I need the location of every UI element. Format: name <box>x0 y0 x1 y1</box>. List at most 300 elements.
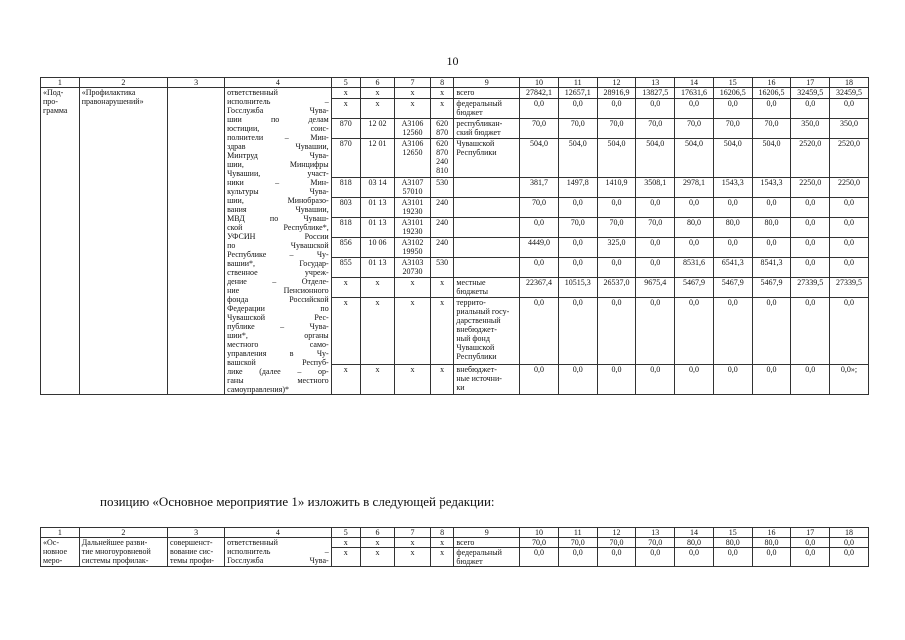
amount-cell: 70,0 <box>675 118 714 138</box>
amount-cell: 0,0 <box>636 548 675 567</box>
amount-cell: 0,0 <box>791 365 830 395</box>
cell-line: 240 <box>436 217 449 227</box>
section-cell: 10 06 <box>360 237 394 257</box>
amount-cell: 0,0 <box>713 365 752 395</box>
header-cell: 5 <box>331 78 360 88</box>
cell-line: Республике – Чу- <box>227 250 329 259</box>
budget-table-subprogram <box>40 77 869 395</box>
cell-line: шии, Минобразо- <box>227 196 329 205</box>
program-type-cell <box>41 88 80 395</box>
cell-line: внебюджет- <box>456 324 497 334</box>
amount-cell: 0,0 <box>752 297 791 365</box>
amount-cell: 0,0 <box>597 365 636 395</box>
amount-cell: 0,0 <box>830 197 869 217</box>
table-row <box>41 538 869 548</box>
amount-cell: 0,0 <box>636 297 675 365</box>
header-cell: 12 <box>597 528 636 538</box>
header-cell: 7 <box>395 528 431 538</box>
cell-line: 240 <box>436 197 449 207</box>
code-cell: x <box>395 538 431 548</box>
amount-cell: 70,0 <box>520 197 559 217</box>
amount-cell: 0,0 <box>791 297 830 365</box>
section-cell: x <box>360 365 394 395</box>
amount-cell: 0,0 <box>830 297 869 365</box>
cell-line: меро- <box>43 556 63 565</box>
expense-type-cell <box>430 277 454 297</box>
cell-line: бюджет <box>456 557 483 566</box>
amount-cell: 70,0 <box>558 538 597 548</box>
gr-bs-cell: x <box>331 98 360 118</box>
cell-line: Чувашской <box>456 342 495 352</box>
header-row <box>41 528 869 538</box>
expense-type-cell <box>430 197 454 217</box>
amount-cell: 0,0 <box>791 98 830 118</box>
section-cell: x <box>360 297 394 365</box>
target-article-cell <box>395 197 431 217</box>
funding-source-cell <box>454 197 520 217</box>
cell-line: публике – Чува- <box>227 322 329 331</box>
header-cell: 7 <box>395 78 431 88</box>
gr-bs-cell: 803 <box>331 197 360 217</box>
code-cell: x <box>331 548 360 567</box>
cell-line: юстиции, соис- <box>227 124 329 133</box>
cell-line: «Профилактика <box>81 88 136 97</box>
cell-line: Минтруд Чува- <box>227 151 329 160</box>
amount-cell: 70,0 <box>520 118 559 138</box>
cell-line: управления в Чу- <box>227 349 329 358</box>
amount-cell: 0,0 <box>752 197 791 217</box>
section-cell: x <box>360 98 394 118</box>
header-cell: 15 <box>713 528 752 538</box>
executors-cell <box>225 538 332 567</box>
amount-cell: 17631,6 <box>675 88 714 99</box>
cell-line: Чувашской Рес- <box>227 313 329 322</box>
amount-cell: 0,0 <box>791 197 830 217</box>
cell-line: A3101 <box>401 197 424 207</box>
amount-cell: 0,0 <box>791 257 830 277</box>
header-cell: 16 <box>752 78 791 88</box>
header-cell: 8 <box>430 78 454 88</box>
amount-cell: 0,0 <box>713 548 752 567</box>
amount-cell: 0,0 <box>830 98 869 118</box>
code-cell: x <box>331 538 360 548</box>
cell-line: x <box>410 88 415 97</box>
cell-line: Федерации по <box>227 304 329 313</box>
amount-cell: 1410,9 <box>597 177 636 197</box>
cell-line: про- <box>43 97 58 106</box>
amount-cell: 80,0 <box>752 538 791 548</box>
expense-type-cell <box>430 98 454 118</box>
target-article-cell <box>395 217 431 237</box>
code-cell: x <box>360 538 394 548</box>
amount-cell: 4449,0 <box>520 237 559 257</box>
amount-cell: 22367,4 <box>520 277 559 297</box>
amount-cell: 0,0 <box>558 257 597 277</box>
cell-line: A3102 <box>401 237 424 247</box>
amount-cell: 0,0 <box>636 197 675 217</box>
code-cell: x <box>430 538 454 548</box>
amount-cell: 32459,5 <box>830 88 869 99</box>
cell-line: дарственный <box>456 315 501 325</box>
amount-cell: 5467,9 <box>675 277 714 297</box>
amount-cell: 16206,5 <box>713 88 752 99</box>
section-cell: x <box>360 88 394 99</box>
budget-table-main-measure <box>40 527 869 567</box>
cell-line: A3106 <box>401 138 424 148</box>
cell-line: федеральный <box>456 548 502 557</box>
amount-cell: 0,0 <box>675 197 714 217</box>
cell-line: 530 <box>436 257 449 267</box>
cell-line: 20730 <box>402 266 423 276</box>
gr-bs-cell: 870 <box>331 138 360 177</box>
expense-type-cell <box>430 257 454 277</box>
amount-cell: 70,0 <box>597 118 636 138</box>
cell-line: всего <box>456 538 475 547</box>
funding-source-cell <box>454 88 520 99</box>
cell-line: Республики <box>456 147 497 157</box>
amount-cell: 0,0 <box>636 98 675 118</box>
funding-source-cell <box>454 118 520 138</box>
header-cell: 13 <box>636 78 675 88</box>
cell-line: ние Пенсионного <box>227 286 329 295</box>
amount-cell: 0,0 <box>520 257 559 277</box>
amount-cell: 0,0 <box>597 297 636 365</box>
gr-bs-cell: x <box>331 277 360 297</box>
expense-type-cell <box>430 177 454 197</box>
cell-line: ганы местного <box>227 376 329 385</box>
section-cell: 12 01 <box>360 138 394 177</box>
amount-cell: 0,0 <box>791 548 830 567</box>
header-cell: 18 <box>830 78 869 88</box>
program-name-cell <box>79 88 167 395</box>
cell-line: x <box>440 365 445 375</box>
cell-line: ской Республике*, <box>227 223 329 232</box>
header-cell: 1 <box>41 528 80 538</box>
header-cell: 4 <box>225 528 332 538</box>
instruction-text: позицию «Основное мероприятие 1» изложить в следующей редакции: <box>100 494 495 509</box>
funding-source-cell <box>454 257 520 277</box>
cell-line: 620 <box>436 118 449 128</box>
expense-type-cell <box>430 217 454 237</box>
target-article-cell <box>395 88 431 99</box>
amount-cell: 27339,5 <box>791 277 830 297</box>
amount-cell: 0,0 <box>752 98 791 118</box>
cell-line: Госслужба Чува- <box>227 106 329 115</box>
cell-line: бюджет <box>456 107 483 117</box>
amount-cell: 16206,5 <box>752 88 791 99</box>
cell-line: 19950 <box>402 246 423 256</box>
cell-line: правонарушений» <box>81 97 144 106</box>
header-cell: 17 <box>791 528 830 538</box>
measure-goal-cell <box>168 538 225 567</box>
amount-cell: 2250,0 <box>791 177 830 197</box>
cell-line: исполнитель – <box>227 547 329 556</box>
funding-source-cell <box>454 217 520 237</box>
header-row <box>41 78 869 88</box>
header-cell: 15 <box>713 78 752 88</box>
cell-line: вания Чувашии, <box>227 205 329 214</box>
cell-line: A3103 <box>401 257 424 267</box>
cell-line: 12560 <box>402 127 423 137</box>
cell-line: 810 <box>436 165 449 175</box>
cell-line: ники – Мин- <box>227 178 329 187</box>
target-article-cell <box>395 277 431 297</box>
gr-bs-cell: x <box>331 365 360 395</box>
amount-cell: 6541,3 <box>713 257 752 277</box>
amount-cell: 13827,5 <box>636 88 675 99</box>
header-cell: 16 <box>752 528 791 538</box>
target-article-cell <box>395 257 431 277</box>
section-cell: 12 02 <box>360 118 394 138</box>
cell-line: 12650 <box>402 147 423 157</box>
target-article-cell <box>395 118 431 138</box>
amount-cell: 0,0 <box>520 548 559 567</box>
amount-cell: 12657,1 <box>558 88 597 99</box>
cell-line: ственное учреж- <box>227 268 329 277</box>
amount-cell: 2250,0 <box>830 177 869 197</box>
gr-bs-cell: 818 <box>331 177 360 197</box>
cell-line: всего <box>456 88 475 97</box>
amount-cell: 0,0 <box>675 297 714 365</box>
amount-cell: 0,0 <box>830 548 869 567</box>
section-cell: 01 13 <box>360 217 394 237</box>
amount-cell: 80,0 <box>752 217 791 237</box>
amount-cell: 26537,0 <box>597 277 636 297</box>
amount-cell: 504,0 <box>558 138 597 177</box>
funding-source-cell <box>454 138 520 177</box>
cell-line: «Ос- <box>43 538 59 547</box>
header-cell: 9 <box>454 528 520 538</box>
header-cell: 11 <box>558 78 597 88</box>
amount-cell: 1543,3 <box>752 177 791 197</box>
target-article-cell <box>395 138 431 177</box>
section-cell: 01 13 <box>360 257 394 277</box>
expense-type-cell <box>430 297 454 365</box>
amount-cell: 0,0 <box>558 365 597 395</box>
amount-cell: 0,0 <box>558 197 597 217</box>
gr-bs-cell: 870 <box>331 118 360 138</box>
amount-cell: 0,0 <box>520 365 559 395</box>
amount-cell: 381,7 <box>520 177 559 197</box>
gr-bs-cell: 855 <box>331 257 360 277</box>
amount-cell: 504,0 <box>520 138 559 177</box>
header-cell: 6 <box>360 78 394 88</box>
amount-cell: 10515,3 <box>558 277 597 297</box>
amount-cell: 0,0 <box>675 98 714 118</box>
cell-line: ные источни- <box>456 374 502 384</box>
funding-source-cell <box>454 365 520 395</box>
amount-cell: 70,0 <box>558 217 597 237</box>
cell-line: 57010 <box>402 186 423 196</box>
amount-cell: 0,0 <box>597 548 636 567</box>
cell-line: культуры Чува- <box>227 187 329 196</box>
amount-cell: 1543,3 <box>713 177 752 197</box>
amount-cell: 0,0 <box>791 217 830 237</box>
amount-cell: 70,0 <box>752 118 791 138</box>
cell-line: 620 <box>436 138 449 148</box>
cell-line: x <box>440 297 445 307</box>
cell-line: вование сис- <box>170 547 214 556</box>
cell-line: ный фонд <box>456 333 490 343</box>
amount-cell: 504,0 <box>636 138 675 177</box>
cell-line: A3107 <box>401 177 424 187</box>
amount-cell: 0,0 <box>675 237 714 257</box>
cell-line: МВД по Чуваш- <box>227 214 329 223</box>
amount-cell: 5467,9 <box>713 277 752 297</box>
amount-cell: 0,0 <box>713 297 752 365</box>
cell-line: x <box>440 277 445 287</box>
section-cell: 01 13 <box>360 197 394 217</box>
amount-cell: 70,0 <box>636 217 675 237</box>
cell-line: 870 <box>436 127 449 137</box>
amount-cell: 0,0 <box>675 548 714 567</box>
cell-line: исполнитель – <box>227 97 329 106</box>
amount-cell: 0,0 <box>597 197 636 217</box>
gr-bs-cell: x <box>331 297 360 365</box>
funding-source-cell <box>454 538 520 548</box>
cell-line: республикан- <box>456 118 503 128</box>
cell-line: местные <box>456 277 486 287</box>
cell-line: Чувашии, участ- <box>227 169 329 178</box>
gr-bs-cell: x <box>331 88 360 99</box>
cell-line: лике (далее – ор- <box>227 367 329 376</box>
amount-cell: 80,0 <box>675 217 714 237</box>
funding-source-cell <box>454 548 520 567</box>
cell-line: темы профи- <box>170 556 214 565</box>
amount-cell: 8531,6 <box>675 257 714 277</box>
measure-type-cell <box>41 538 80 567</box>
amount-cell: 0,0 <box>713 197 752 217</box>
amount-cell: 0,0 <box>636 257 675 277</box>
executors-cell <box>225 88 332 395</box>
cell-line: террито- <box>456 297 486 307</box>
amount-cell: 80,0 <box>713 538 752 548</box>
header-cell: 2 <box>79 528 167 538</box>
amount-cell: 504,0 <box>597 138 636 177</box>
amount-cell: 0,0 <box>713 237 752 257</box>
amount-cell: 350,0 <box>830 118 869 138</box>
amount-cell: 0,0 <box>558 548 597 567</box>
amount-cell: 27842,1 <box>520 88 559 99</box>
measure-name-cell <box>79 538 167 567</box>
amount-cell: 2520,0 <box>830 138 869 177</box>
header-cell: 13 <box>636 528 675 538</box>
cell-line: федеральный <box>456 98 502 108</box>
cell-line: x <box>440 88 445 97</box>
header-cell: 6 <box>360 528 394 538</box>
header-cell: 3 <box>168 528 225 538</box>
amount-cell: 0,0 <box>830 257 869 277</box>
cell-line: ответственный <box>227 538 278 547</box>
cell-line: совершенст- <box>170 538 213 547</box>
cell-line: A3106 <box>401 118 424 128</box>
cell-line: Госслужба Чува- <box>227 556 329 565</box>
cell-line: вашской Респуб- <box>227 358 329 367</box>
header-cell: 10 <box>520 78 559 88</box>
header-cell: 10 <box>520 528 559 538</box>
target-article-cell <box>395 98 431 118</box>
amount-cell: 0,0 <box>830 217 869 237</box>
amount-cell: 70,0 <box>713 118 752 138</box>
cell-line: 530 <box>436 177 449 187</box>
cell-line: самоуправления)* <box>227 385 290 394</box>
amount-cell: 0,0»; <box>830 365 869 395</box>
target-article-cell <box>395 237 431 257</box>
cell-line: x <box>410 365 415 375</box>
code-cell: x <box>430 548 454 567</box>
target-article-cell <box>395 365 431 395</box>
amount-cell: 0,0 <box>791 538 830 548</box>
cell-line: x <box>410 277 415 287</box>
cell-line: ки <box>456 383 465 393</box>
section-cell: 03 14 <box>360 177 394 197</box>
amount-cell: 70,0 <box>597 217 636 237</box>
amount-cell: 3508,1 <box>636 177 675 197</box>
amount-cell: 70,0 <box>636 118 675 138</box>
cell-line: шии по делам <box>227 115 329 124</box>
amount-cell: 0,0 <box>636 365 675 395</box>
cell-line: шии, Минцифры <box>227 160 329 169</box>
table-row <box>41 88 869 99</box>
gr-bs-cell: 818 <box>331 217 360 237</box>
expense-type-cell <box>430 138 454 177</box>
header-cell: 14 <box>675 528 714 538</box>
cell-line: системы профилак- <box>81 556 149 565</box>
amount-cell: 0,0 <box>558 98 597 118</box>
expense-type-cell <box>430 118 454 138</box>
cell-line: полнители – Мин- <box>227 133 329 142</box>
header-cell: 2 <box>79 78 167 88</box>
cell-line: риальный госу- <box>456 306 510 316</box>
amount-cell: 70,0 <box>520 538 559 548</box>
amount-cell: 0,0 <box>520 98 559 118</box>
cell-line: грамма <box>43 106 68 115</box>
cell-line: 19230 <box>402 206 423 216</box>
amount-cell: 0,0 <box>830 538 869 548</box>
target-article-cell <box>395 177 431 197</box>
funding-source-cell <box>454 98 520 118</box>
cell-line: 240 <box>436 156 449 166</box>
header-cell: 18 <box>830 528 869 538</box>
cell-line: здрав Чувашии, <box>227 142 329 151</box>
section-cell: x <box>360 277 394 297</box>
amount-cell: 504,0 <box>752 138 791 177</box>
amount-cell: 0,0 <box>791 237 830 257</box>
funding-source-cell <box>454 297 520 365</box>
amount-cell: 32459,5 <box>791 88 830 99</box>
funding-source-cell <box>454 237 520 257</box>
expense-type-cell <box>430 88 454 99</box>
amount-cell: 0,0 <box>752 365 791 395</box>
funding-source-cell <box>454 277 520 297</box>
cell-line: дение – Отделе- <box>227 277 329 286</box>
amount-cell: 80,0 <box>675 538 714 548</box>
cell-line: Дальнейшее разви- <box>81 538 148 547</box>
header-cell: 11 <box>558 528 597 538</box>
amount-cell: 27339,5 <box>830 277 869 297</box>
cell-line: шии*, органы <box>227 331 329 340</box>
amount-cell: 70,0 <box>636 538 675 548</box>
header-cell: 1 <box>41 78 80 88</box>
amount-cell: 0,0 <box>558 297 597 365</box>
amount-cell: 0,0 <box>636 237 675 257</box>
amount-cell: 8541,3 <box>752 257 791 277</box>
amount-cell: 325,0 <box>597 237 636 257</box>
header-cell: 3 <box>168 78 225 88</box>
amount-cell: 0,0 <box>830 237 869 257</box>
header-cell: 5 <box>331 528 360 538</box>
cell-line: 240 <box>436 237 449 247</box>
